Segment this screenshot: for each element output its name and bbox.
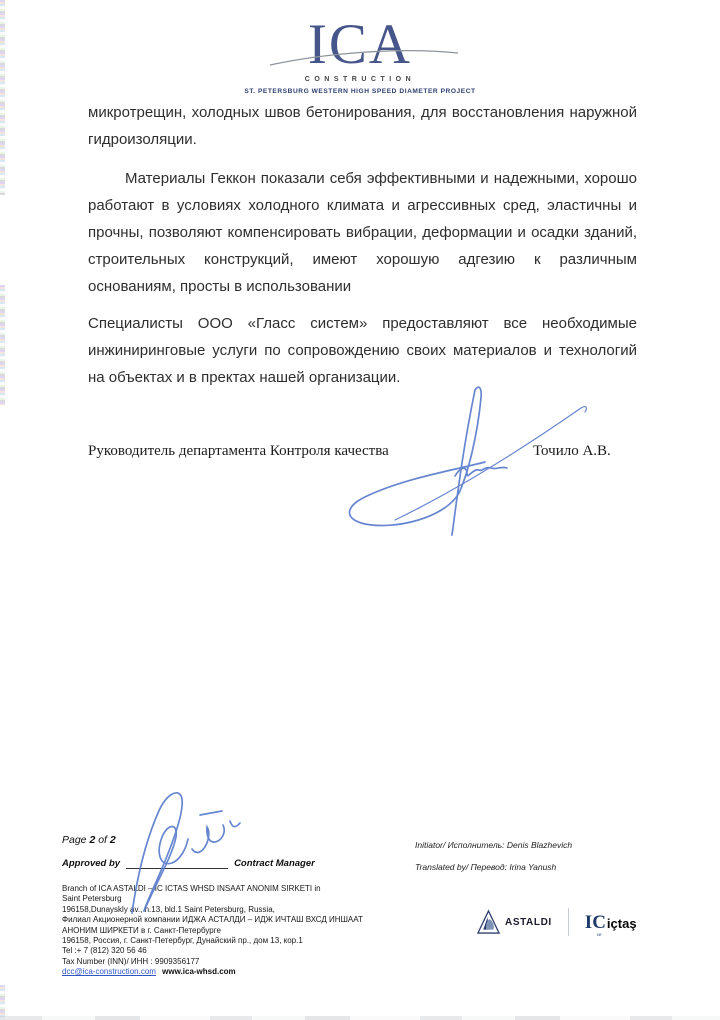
logo-divider — [568, 908, 569, 936]
address-line: АНОНИМ ШИРКЕТИ в г. Санкт-Петербурге — [62, 925, 221, 935]
ica-logo-letters: ICA — [307, 13, 413, 76]
partner-logos — [477, 908, 637, 936]
approved-by-label: Approved by — [62, 858, 121, 869]
paragraph: микротрещин, холодных швов бетонирования, для восстановления наружной гидроизоляции. — [88, 104, 637, 148]
address-line: Tel :+ 7 (812) 320 56 46 — [62, 946, 147, 956]
scan-noise-left-bottom — [0, 985, 5, 1020]
of-word: of — [98, 834, 107, 846]
signatory-title: Руководитель департамента Контроля качества — [88, 443, 389, 459]
page-current: 2 — [89, 834, 96, 846]
page-word: Page — [62, 834, 87, 846]
scan-noise-bottom — [0, 1016, 720, 1020]
initiator-label: Initiator/ Исполнитель: Denis Blazhevich — [415, 840, 573, 850]
address-line: Branch of ICA ASTALDI – IC ICTAS WHSD INSAAT ANONIM SIRKETI in — [62, 884, 321, 893]
letter-body — [88, 99, 637, 391]
logo-project-subtitle: ST. PETERSBURG WESTERN HIGH SPEED DIAMETER PROJECT — [244, 88, 476, 95]
logo-construction-label: CONSTRUCTION — [304, 76, 416, 83]
website-url: www.ica-whsd.com — [162, 967, 236, 977]
email-link[interactable]: dcc@ica-construction.com — [62, 967, 156, 977]
paragraph: Материалы Геккон показали себя эффективными и надежными, хорошо работают в условиях холодного климата и агрессивных сред, эластичны и прочны, позволяют компенсировать вибрации, деформации и осадки зданий, строительных конструкций, имеют хорошую адгезию к различным основаниям, просты в использовании — [88, 170, 637, 295]
handwritten-signature-approval — [80, 765, 255, 917]
ictas-ic-monogram: IC — [584, 911, 606, 933]
address-line: Филиал Акционерной компании ИДЖА АСТАЛДИ – ИДЖ ИЧТАШ ВХСД ИНШААТ — [62, 915, 363, 925]
scan-noise-left-middle — [0, 285, 5, 405]
ictas-wordmark: içtaş — [606, 915, 637, 931]
signatory-name: Точило А.В. — [533, 443, 611, 459]
handwritten-signature-main — [335, 378, 640, 540]
astaldi-logo — [477, 909, 552, 935]
contact-line — [62, 967, 363, 977]
address-line: Saint Petersburg — [62, 894, 122, 904]
astaldi-wordmark: ASTALDI — [505, 916, 552, 928]
paragraph: Специалисты ООО «Гласс систем» предоставляют все необходимые инжиниринговые услуги по сопровождению своих материалов и технологий на объектах и в пректах нашей организации. — [88, 315, 637, 386]
address-line: 196158, Россия, г. Санкт-Петербург, Дунайский пр., дом 13, кор.1 — [62, 936, 303, 946]
astaldi-triangle-icon — [477, 909, 500, 935]
ictas-logo — [584, 911, 637, 937]
approved-by-role: Contract Manager — [234, 858, 315, 869]
page-total: 2 — [109, 834, 116, 846]
ictas-sub-mark: ce — [596, 931, 602, 937]
logo-swoosh-arc-icon — [268, 44, 460, 70]
address-line: 196158,Dunayskly av., h.13, bld.1 Saint Petersburg, Russia, — [62, 904, 275, 914]
translator-label: Translated by/ Перевод: Irina Yanush — [415, 862, 557, 872]
address-line: Tax Number (INN)/ ИНН : 9909356177 — [62, 956, 200, 966]
